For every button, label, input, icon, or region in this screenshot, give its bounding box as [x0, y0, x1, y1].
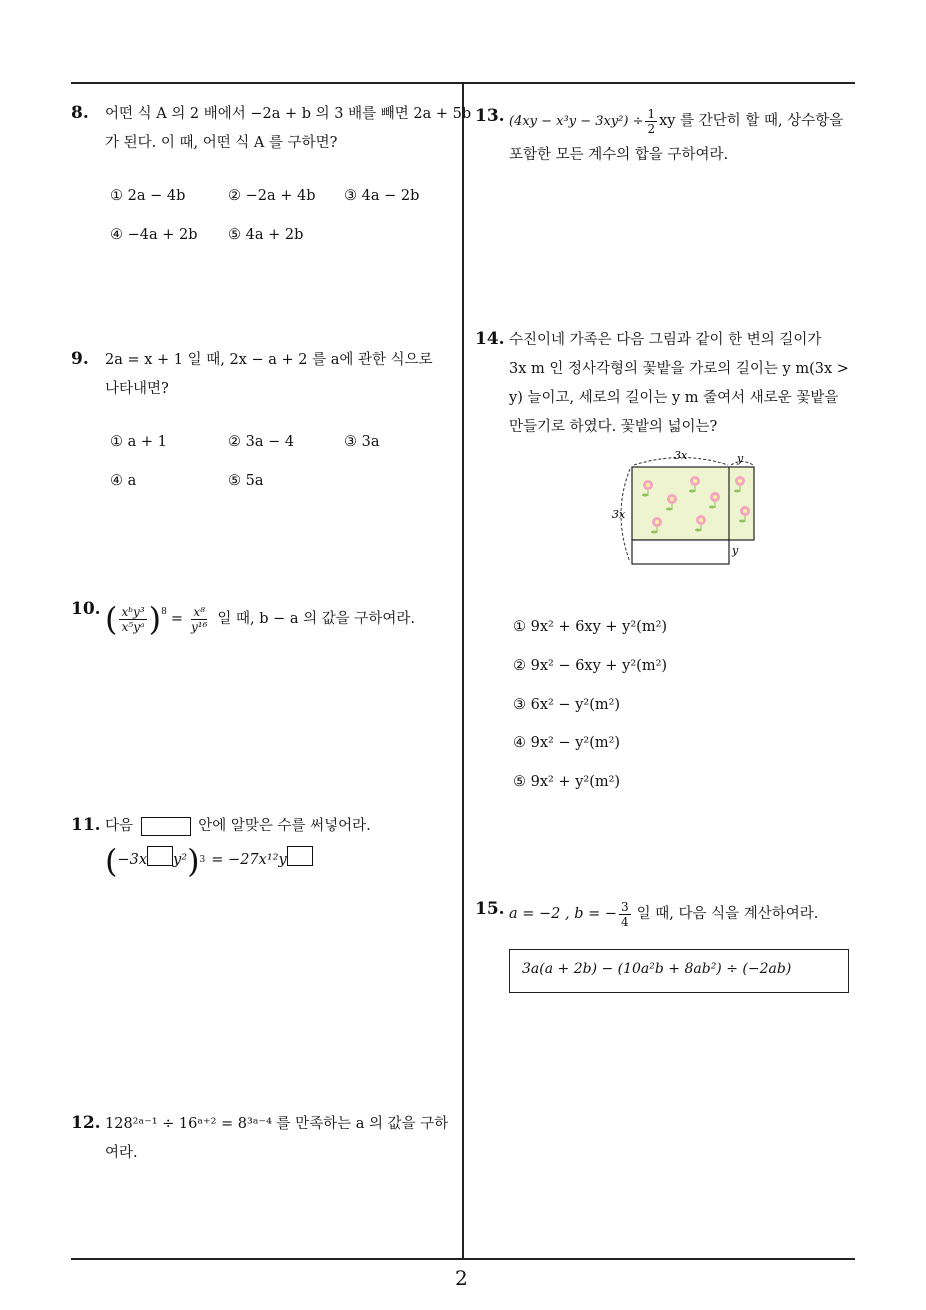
question-number: 15.: [475, 899, 505, 919]
question-11: [71, 812, 456, 892]
garden-figure: [604, 448, 764, 570]
question-text-line: 여라.: [105, 1145, 138, 1161]
question-text-line: 3x m 인 정사각형의 꽃밭을 가로의 길이는 y m(3x >: [509, 361, 849, 377]
option-4[interactable]: ④ −4a + 2b: [110, 227, 198, 243]
label-top-right: y: [737, 452, 744, 465]
question-number: 14.: [475, 329, 505, 349]
exponent-blank-box[interactable]: [287, 846, 313, 866]
option-1[interactable]: ① 2a − 4b: [110, 188, 186, 204]
option-1[interactable]: ① 9x² + 6xy + y²(m²): [513, 619, 668, 635]
bottom-rule: [71, 1258, 855, 1260]
question-text: xy 를 간단히 할 때, 상수항을: [659, 112, 844, 129]
boxed-expression: 3a(a + 2b) − (10a²b + 8ab²) ÷ (−2ab): [522, 961, 792, 977]
question-text-line: 2a = x + 1 일 때, 2x − a + 2 를 a에 관한 식으로: [105, 352, 433, 368]
option-2[interactable]: ② −2a + 4b: [228, 188, 316, 204]
fraction: $\frac{\text{x⁸}}{\text{y¹⁶}}$: [191, 604, 208, 634]
option-5[interactable]: ⑤ 4a + 2b: [228, 227, 304, 243]
option-4[interactable]: ④ 9x² − y²(m²): [513, 735, 621, 751]
option-3[interactable]: ③ 3a: [344, 434, 380, 450]
option-3[interactable]: ③ 6x² − y²(m²): [513, 697, 621, 713]
option-3[interactable]: ③ 4a − 2b: [344, 188, 420, 204]
label-bottom-right: y: [732, 544, 739, 557]
question-12: [71, 1110, 456, 1170]
question-text: 일 때, 다음 식을 계산하여라.: [636, 905, 819, 922]
expression: −3x: [117, 852, 148, 868]
equals-sign: =: [170, 610, 184, 627]
question-number: 13.: [475, 106, 505, 126]
question-15: [475, 896, 860, 940]
question-text-line: 128²ᵃ⁻¹ ÷ 16ᵃ⁺² = 8³ᵃ⁻⁴ 를 만족하는 a 의 값을 구하: [105, 1116, 449, 1132]
option-4[interactable]: ④ a: [110, 473, 137, 489]
label-top: 3x: [674, 449, 688, 462]
question-text: 일 때, b − a 의 값을 구하여라.: [217, 610, 416, 627]
question-number: 12.: [71, 1113, 101, 1133]
question-text-line: 만들기로 하였다. 꽃밭의 넓이는?: [509, 419, 718, 435]
right-paren: ): [148, 600, 162, 638]
removed-strip: [632, 540, 729, 564]
question-number: 8.: [71, 103, 89, 123]
expression: = −27x¹²y: [211, 852, 287, 868]
option-5[interactable]: ⑤ 5a: [228, 473, 264, 489]
option-2[interactable]: ② 9x² − 6xy + y²(m²): [513, 658, 668, 674]
question-text: 안에 알맞은 수를 써넣어라.: [198, 818, 371, 834]
expression: (4xy − x³y − 3xy²) ÷: [509, 113, 644, 129]
left-paren: (: [105, 600, 118, 638]
expression-box: [509, 949, 849, 993]
question-number: 10.: [71, 599, 101, 619]
exponent-blank-box[interactable]: [147, 846, 173, 866]
exponent: 8: [161, 607, 167, 617]
fraction: $\frac{1}{2}$: [647, 106, 656, 136]
question-text-line: 수진이네 가족은 다음 그림과 같이 한 변의 길이가: [509, 332, 822, 348]
fraction: $\frac{3}{4}$: [621, 899, 629, 929]
question-9: [71, 346, 456, 416]
question-text-line: 포함한 모든 계수의 합을 구하여라.: [509, 147, 729, 163]
option-5[interactable]: ⑤ 9x² + y²(m²): [513, 774, 621, 790]
condition: a = −2 , b = −: [509, 905, 618, 922]
page-number: 2: [455, 1266, 468, 1290]
expression: y²: [173, 852, 188, 868]
question-text-line: 어떤 식 A 의 2 배에서 −2a + b 의 3 배를 빼면 2a + 5b: [105, 106, 472, 122]
left-paren: (: [105, 841, 118, 880]
column-divider: [462, 83, 464, 1259]
exponent: 3: [199, 855, 206, 865]
question-text-line: 나타내면?: [105, 381, 169, 397]
question-13: [475, 103, 860, 173]
label-left: 3x: [612, 508, 626, 521]
option-1[interactable]: ① a + 1: [110, 434, 167, 450]
question-14: [475, 326, 860, 436]
question-number: 11.: [71, 815, 101, 835]
option-2[interactable]: ② 3a − 4: [228, 434, 295, 450]
right-paren: ): [187, 841, 200, 880]
question-number: 9.: [71, 349, 89, 369]
question-10: [71, 596, 456, 656]
question-text-line: 가 된다. 이 때, 어떤 식 A 를 구하면?: [105, 135, 338, 151]
answer-blank-box[interactable]: [141, 817, 191, 836]
question-text: 다음: [105, 818, 134, 834]
question-text-line: y) 늘이고, 세로의 길이는 y m 줄여서 새로운 꽃밭을: [509, 390, 839, 406]
fraction: $\frac{\text{xᵇy³}}{\text{x⁵yᵃ}}$: [121, 604, 145, 634]
